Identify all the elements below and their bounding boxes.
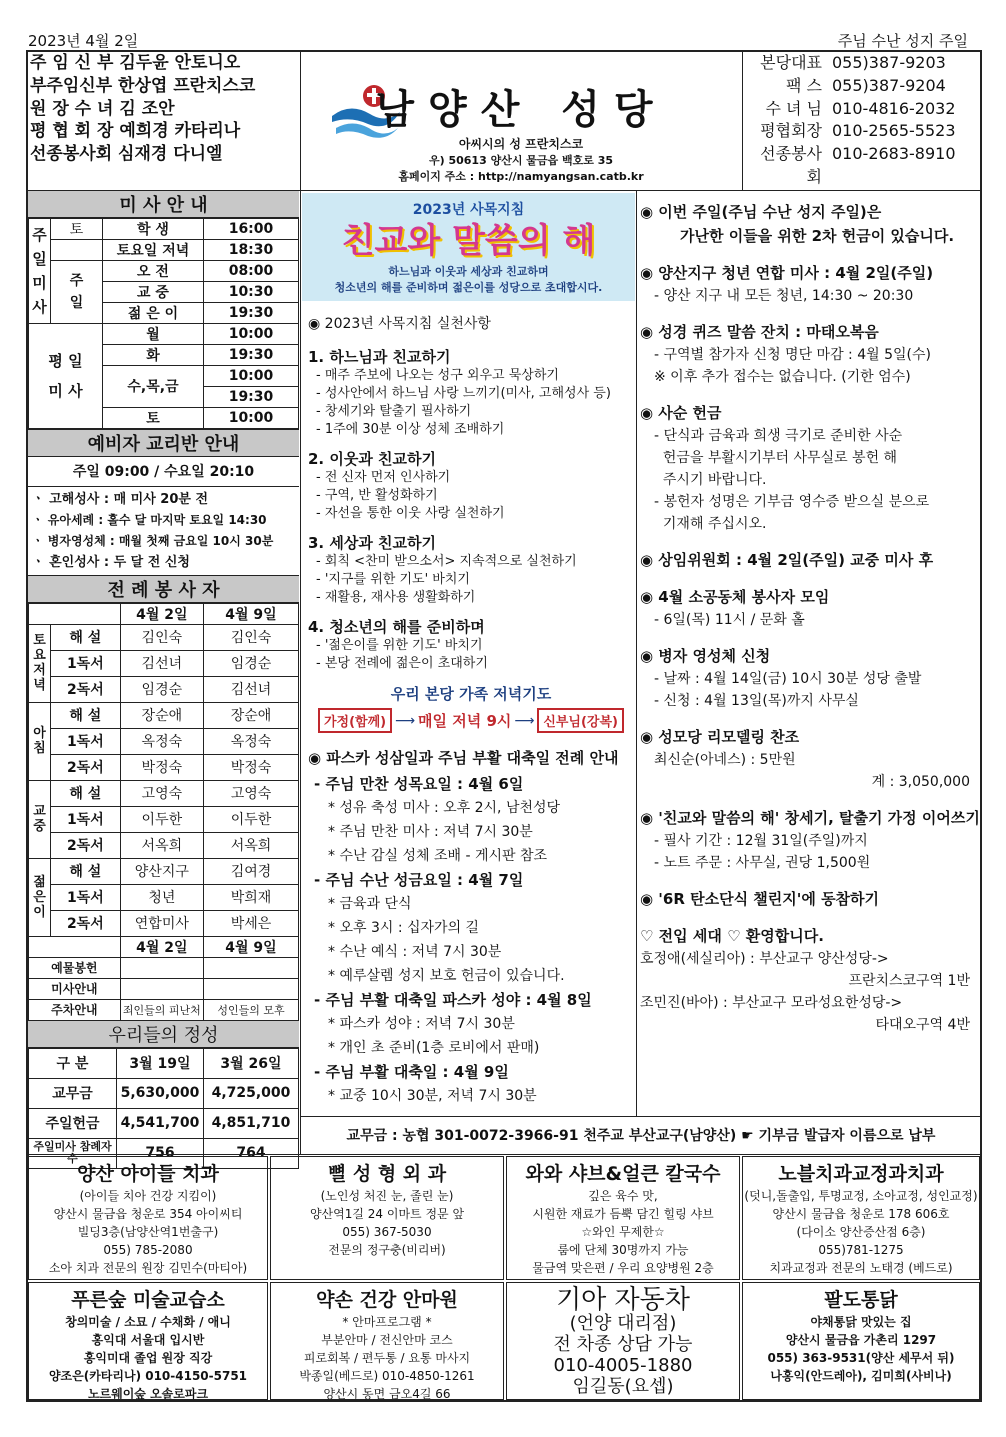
- catechumen-title: 예비자 교리반 안내: [28, 429, 299, 457]
- easter-line: * 성유 축성 미사 : 오후 2시, 남천성당: [328, 800, 561, 816]
- minister-person: [204, 957, 299, 978]
- minister-person: 박희재: [204, 884, 299, 910]
- ad-text: 노블치과교정과치과: [778, 1163, 944, 1185]
- pastoral-line: - 매주 주보에 나오는 성구 외우고 묵상하기: [316, 368, 559, 383]
- minister-extra-role: 미사안내: [29, 978, 121, 999]
- mass-name: 수,목,금: [103, 366, 204, 408]
- liturgical-day: 주님 수난 성지 주일: [837, 32, 968, 50]
- mass-time: 10:00: [204, 407, 299, 428]
- mass-name: 토요일 저녁: [103, 240, 204, 261]
- notice-line: 프란치스코구역 1반: [848, 973, 970, 989]
- mass-table: [28, 218, 299, 429]
- sacrament-item: ㆍ 고해성사 : 매 미사 20분 전: [32, 491, 209, 507]
- minister-role: 해 설: [51, 702, 121, 728]
- notice-line: - 단식과 금육과 희생 극기로 준비한 사순: [654, 428, 903, 444]
- pastoral-section: [302, 301, 635, 673]
- minister-person: 죄인들의 피난처: [120, 999, 203, 1020]
- minister-role: 2독서: [51, 910, 121, 936]
- contact-phone: 010-2683-8910: [832, 144, 956, 164]
- minister-person: 박정숙: [120, 754, 203, 780]
- minister-person: 고영숙: [120, 780, 203, 806]
- prayer-title: 우리 본당 가족 저녁기도: [390, 685, 552, 703]
- banner-line2: 청소년의 해를 준비하며 젊은이를 성당으로 초대합시다.: [334, 281, 603, 294]
- ad-text: 뼐 성 형 외 과: [327, 1163, 447, 1185]
- middle-column: [302, 193, 635, 1108]
- notice-line: 주시기 바랍니다.: [654, 472, 767, 488]
- offering-value: 764: [204, 1138, 299, 1168]
- ad-text: 홍익대 서울대 입시반: [91, 1333, 205, 1347]
- ad-text: 양산시 물금읍 청운로 354 아이씨티: [53, 1207, 243, 1221]
- sacrament-item: ㆍ 유아세례 : 홀수 달 마지막 토요일 14:30: [32, 512, 267, 527]
- easter-line: * 파스카 성야 : 저녁 7시 30분: [328, 1016, 515, 1032]
- notice-line: 조민진(바아) : 부산교구 모라성요한성당->: [640, 995, 903, 1011]
- ad-text: 박종일(베드로) 010-4850-1261: [299, 1369, 475, 1383]
- contact-phone: 055)387-9203: [832, 53, 946, 72]
- minister-role: 2독서: [51, 832, 121, 858]
- notice-line: - 필사 기간 : 12월 31일(주일)까지: [654, 833, 868, 849]
- ad-text: 055) 363-9531(양산 세무서 뒤): [767, 1351, 955, 1365]
- ad-text: 룸에 단체 30명까지 가능: [557, 1243, 689, 1257]
- notice-heading: ◉ 4월 소공동체 봉사자 모임: [640, 588, 830, 606]
- notice-line: 계 : 3,050,000: [871, 774, 970, 790]
- mass-name: 교 중: [103, 282, 204, 303]
- pastoral-heading: 4. 청소년의 해를 준비하며: [308, 618, 485, 636]
- minister-person: 김선녀: [204, 676, 299, 702]
- easter-heading: - 주님 부활 대축일 : 4월 9일: [314, 1063, 509, 1081]
- minister-group: 토요저녁: [29, 624, 51, 702]
- contact-row: [746, 98, 980, 121]
- offering-value: 756: [117, 1138, 204, 1168]
- ad-text: 노르웨이숲 오솔로파크: [87, 1387, 209, 1400]
- minister-role: 2독서: [51, 676, 121, 702]
- pastoral-line: - 1주에 30분 이상 성체 조배하기: [316, 422, 505, 437]
- notice-line: ※ 이후 추가 접수는 없습니다. (기한 엄수): [654, 369, 911, 385]
- notice-heading: ◉ '친교와 말씀의 해' 창세기, 탈출기 가정 이어쓰기: [640, 809, 980, 827]
- church-address: 우) 50613 양산시 물금읍 백호로 35: [428, 154, 613, 167]
- minister-role: 1독서: [51, 728, 121, 754]
- offering-value: 4,541,700: [117, 1108, 204, 1138]
- ad-text: 전 차종 상담 가능: [553, 1334, 693, 1355]
- minister-role: 1독서: [51, 650, 121, 676]
- notice-line: - 노트 주문 : 사무실, 권당 1,500원: [654, 855, 871, 871]
- staff-council: 평 협 회 장 예희경 카타리나: [30, 121, 241, 142]
- ad-text: 양산시 동면 금오4길 66: [323, 1387, 451, 1400]
- staff-pastor: 주 임 신 부 김두윤 안토니오: [30, 53, 241, 73]
- staff-list: [30, 52, 300, 166]
- easter-section: [302, 735, 635, 1108]
- minister-date: 4월 9일: [204, 603, 299, 624]
- minister-person: 고영숙: [204, 780, 299, 806]
- arrow-right-icon: ⟶: [514, 712, 535, 729]
- ad-box: [28, 1282, 268, 1400]
- ad-text: 치과교정과 전문의 노태경 (베드로): [769, 1261, 953, 1275]
- ad-text: 와와 샤브&얼큰 칼국수: [525, 1163, 721, 1185]
- minister-date: 4월 2일: [120, 936, 203, 957]
- contacts: [746, 52, 980, 189]
- notice-line: - 구역별 참가자 신청 명단 마감 : 4월 5일(수): [654, 347, 931, 363]
- ad-text: 양산역1길 24 이마트 정문 앞: [309, 1207, 465, 1221]
- ministers-table: [28, 603, 299, 1021]
- notice-heading: ◉ '6R 탄소단식 챌린지'에 동참하기: [640, 890, 880, 908]
- ad-text: 소아 치과 전문의 원장 김민수(마티아): [48, 1261, 248, 1275]
- prayer-family: 가정(함께): [318, 708, 392, 733]
- minister-date: 4월 2일: [120, 603, 203, 624]
- easter-line: * 금육과 단식: [328, 896, 412, 912]
- ad-box: [742, 1282, 980, 1400]
- minister-person: 양산지구: [120, 858, 203, 884]
- notice-line: 헌금을 부활시기부터 사무실로 봉헌 해: [654, 450, 898, 466]
- ad-text: (덧니,돌출입, 투명교정, 소아교정, 성인교정): [744, 1189, 978, 1203]
- mass-time: 19:30: [204, 345, 299, 366]
- ad-text: (언양 대리점): [569, 1313, 677, 1334]
- ad-text: 나홍익(안드레아), 김미희(사비나): [770, 1369, 952, 1383]
- minister-person: 이두한: [204, 806, 299, 832]
- minister-person: 임경순: [204, 650, 299, 676]
- notice-heading: ◉ 병자 영성체 신청: [640, 647, 771, 665]
- minister-person: 박정숙: [204, 754, 299, 780]
- pastoral-heading: 1. 하느님과 친교하기: [308, 348, 451, 366]
- minister-role: 1독서: [51, 884, 121, 910]
- minister-person: 임경순: [120, 676, 203, 702]
- dues-account: 교무금 : 농협 301-0072-3966-91 천주교 부산교구(남양산) ☛ 기부금 발급자 이름으로 납부: [346, 1128, 936, 1144]
- right-column: [640, 200, 980, 1049]
- ad-text: 깊은 육수 맛,: [588, 1189, 658, 1203]
- minister-group: 아침: [29, 702, 51, 780]
- ad-text: [507, 1277, 739, 1280]
- evening-prayer-box: [318, 683, 624, 735]
- mass-name: 토: [103, 407, 204, 428]
- contact-phone: 010-2565-5523: [832, 121, 956, 141]
- minister-date: 4월 9일: [204, 936, 299, 957]
- prayer-time: 매일 저녁 9시: [418, 712, 512, 730]
- easter-heading: - 주님 수난 성금요일 : 4월 7일: [314, 871, 524, 889]
- offering-head: 3월 19일: [117, 1048, 204, 1078]
- minister-role: 2독서: [51, 754, 121, 780]
- staff-sister: 원 장 수 녀 김 조안: [30, 98, 175, 119]
- minister-role: 해 설: [51, 624, 121, 650]
- banner-line1: 하느님과 이웃과 세상과 친교하며: [388, 265, 549, 278]
- church-homepage[interactable]: 홈페이지 주소 : http://namyangsan.catb.kr: [398, 170, 644, 183]
- minister-person: [120, 957, 203, 978]
- ad-text: 피로회복 / 편두통 / 요통 마사지: [303, 1351, 471, 1365]
- contact-row: [746, 52, 980, 75]
- minister-person: 김인숙: [120, 624, 203, 650]
- ad-text: 055) 785-2080: [103, 1243, 193, 1257]
- sacrament-item: ㆍ 혼인성사 : 두 달 전 신청: [32, 554, 190, 570]
- pastoral-title: ◉ 2023년 사목지침 실천사항: [308, 316, 491, 332]
- minister-role: 해 설: [51, 858, 121, 884]
- pastoral-line: - 회칙 <찬미 받으소서> 지속적으로 실천하기: [316, 554, 577, 569]
- ad-box: [28, 1156, 268, 1280]
- ad-text: 팔도통닭: [824, 1289, 898, 1311]
- notice-line: - 날짜 : 4월 14일(금) 10시 30분 성당 출발: [654, 671, 922, 687]
- ad-text: 양산시 물금읍 청운로 178 606호: [772, 1207, 950, 1221]
- ad-text: * 안마프로그램 *: [342, 1315, 432, 1329]
- minister-person: [120, 978, 203, 999]
- ad-text: 055) 367-5030: [342, 1225, 432, 1239]
- ad-text: 창의미술 / 소묘 / 수채화 / 애니: [65, 1315, 231, 1329]
- easter-heading: - 주님 부활 대축일 파스카 성야 : 4월 8일: [314, 991, 592, 1009]
- ad-box: [270, 1156, 504, 1280]
- contact-phone: 055)387-9204: [832, 75, 946, 95]
- offering-label: 교무금: [29, 1078, 117, 1108]
- notice-heading: ◉ 성모당 리모델링 찬조: [640, 728, 800, 746]
- offering-table: [28, 1048, 299, 1169]
- minister-person: 성인들의 모후: [204, 999, 299, 1020]
- ad-text: 전문의 정구충(비리버): [328, 1243, 446, 1257]
- church-patron: 아씨시의 성 프란치스코: [458, 137, 584, 151]
- notice-line: 최신순(아네스) : 5만원: [654, 752, 796, 768]
- mass-name: 오 전: [103, 261, 204, 282]
- mass-time: 10:30: [204, 282, 299, 303]
- church-title-box: [302, 52, 740, 190]
- minister-person: 장순애: [120, 702, 203, 728]
- mass-time: 19:30: [204, 386, 299, 407]
- staff-assistant: 부주임신부 한상엽 프란치스코: [30, 75, 256, 96]
- ad-text: 055)781-1275: [818, 1243, 904, 1257]
- notice-line: - 신청 : 4월 13일(목)까지 사무실: [654, 693, 859, 709]
- minister-person: 장순애: [204, 702, 299, 728]
- church-name: 남양산 성당: [375, 87, 667, 133]
- minister-role: 1독서: [51, 806, 121, 832]
- minister-group: 젊은이: [29, 858, 51, 936]
- notice-line: - 양산 지구 내 모든 청년, 14:30 ~ 20:30: [654, 288, 914, 304]
- contact-label: 팩 스: [786, 75, 822, 95]
- pastoral-heading: 2. 이웃과 친교하기: [308, 450, 437, 468]
- pastoral-line: - 창세기와 탈출기 필사하기: [316, 404, 472, 419]
- notice-line: 타대오구역 4반: [875, 1017, 970, 1033]
- contact-label: 본당대표: [760, 53, 822, 72]
- easter-line: * 수난 예식 : 저녁 7시 30분: [328, 944, 502, 960]
- mass-weekday-label: 평 일 미 사: [29, 324, 103, 429]
- contact-row: [746, 75, 980, 98]
- notice-heading: ◉ 양산지구 청년 연합 미사 : 4월 2일(주일): [640, 264, 934, 282]
- notice-heading: ◉ 성경 퀴즈 말씀 잔치 : 마태오복음: [640, 323, 879, 341]
- banner-year: 2023년 사목지침: [412, 202, 525, 218]
- easter-title: ◉ 파스카 성삼일과 주님 부활 대축일 전례 안내: [308, 749, 619, 767]
- minister-person: 김인숙: [204, 624, 299, 650]
- pastoral-line: - 재활용, 재사용 생활화하기: [316, 590, 476, 605]
- ad-text: 물금역 맞은편 / 우리 요양병원 2층: [532, 1261, 714, 1275]
- easter-line: * 수난 감실 성체 조배 - 게시판 참조: [328, 848, 548, 864]
- pastoral-line: - 성사안에서 하느님 사랑 느끼기(미사, 고해성사 등): [316, 386, 611, 401]
- minister-person: 김여경: [204, 858, 299, 884]
- ad-text: (노인성 처진 눈, 졸린 눈): [320, 1189, 454, 1203]
- notice-line: 호정애(세실리아) : 부산교구 양산성당->: [640, 951, 889, 967]
- mass-name: 젊 은 이: [103, 303, 204, 324]
- prayer-priest: 신부님(강복): [537, 708, 624, 733]
- banner-slogan: 친교와 말씀의 해: [341, 221, 596, 261]
- easter-line: * 교중 10시 30분, 저녁 7시 30분: [328, 1088, 537, 1104]
- minister-person: 옥정숙: [204, 728, 299, 754]
- ad-text: 시원한 재료가 듬뿍 담긴 힐링 샤브: [532, 1207, 714, 1221]
- contact-label: 평협회장: [760, 121, 822, 141]
- minister-person: 연합미사: [120, 910, 203, 936]
- mass-sunday-label: 주 일 미 사: [29, 219, 51, 324]
- minister-extra-role: 주차안내: [29, 999, 121, 1020]
- offering-value: 5,630,000: [117, 1078, 204, 1108]
- contact-row: [746, 120, 980, 143]
- notice-heading: ◉ 상임위원회 : 4월 2일(주일) 교중 미사 후: [640, 551, 934, 569]
- ad-text: (아이들 치아 건강 지킴이): [79, 1189, 217, 1203]
- easter-line: * 예루살렘 성지 보호 헌금이 있습니다.: [328, 968, 565, 984]
- minister-person: 옥정숙: [120, 728, 203, 754]
- ad-text: 부분안마 / 전신안마 코스: [321, 1333, 453, 1347]
- offering-title: 우리들의 정성: [28, 1021, 299, 1048]
- ad-box: [270, 1282, 504, 1400]
- ad-text: 푸른숲 미술교습소: [71, 1289, 225, 1311]
- minister-person: 박세은: [204, 910, 299, 936]
- contact-phone: 010-4816-2032: [832, 98, 956, 118]
- ad-text: (다이소 양산증산점 6층): [796, 1225, 926, 1239]
- ad-text: 홍익미대 졸업 원장 직강: [83, 1351, 213, 1365]
- notice-heading: ◉ 이번 주일(주님 수난 성지 주일)은: [640, 203, 882, 221]
- minister-person: 이두한: [120, 806, 203, 832]
- arrow-right-icon: ⟶: [395, 712, 416, 729]
- offering-label: 주일미사 참례자수: [29, 1138, 117, 1168]
- ad-box: [506, 1282, 740, 1400]
- staff-funeral: 선종봉사회 심재경 다니엘: [30, 144, 223, 165]
- mass-sunday-day: 주 일: [51, 261, 103, 324]
- mass-name: 화: [103, 345, 204, 366]
- offering-value: 4,851,710: [204, 1108, 299, 1138]
- notice-line: - 봉헌자 성명은 기부금 영수증 받으실 분으로: [654, 494, 930, 510]
- minister-person: 청년: [120, 884, 203, 910]
- easter-line: * 개인 초 준비(1층 로비에서 판매): [328, 1040, 540, 1056]
- notice-heading: ◉ 사순 헌금: [640, 404, 722, 422]
- sacrament-list: [28, 487, 299, 576]
- ad-text: ☆와인 무제한☆: [581, 1225, 665, 1239]
- pastoral-line: - '지구를 위한 기도' 바치기: [316, 572, 470, 587]
- pastoral-line: - '젊은이를 위한 기도' 바치기: [316, 638, 483, 653]
- easter-line: * 오후 3시 : 십자가의 길: [328, 920, 480, 936]
- mass-name: 월: [103, 324, 204, 345]
- minister-extra-role: 예물봉헌: [29, 957, 121, 978]
- minister-group: 교중: [29, 780, 51, 858]
- minister-person: 김선녀: [120, 650, 203, 676]
- mass-day: 토: [51, 219, 103, 240]
- mass-name: 학 생: [103, 219, 204, 240]
- ad-text: 기아 자동차: [556, 1285, 690, 1315]
- ad-text: 010-4005-1880: [553, 1355, 693, 1376]
- ad-text: 빌딩3층(남양산역1번출구): [77, 1225, 219, 1239]
- minister-role: 해 설: [51, 780, 121, 806]
- easter-heading: - 주님 만찬 성목요일 : 4월 6일: [314, 775, 524, 793]
- offering-label: 주일헌금: [29, 1108, 117, 1138]
- mass-time: 10:00: [204, 324, 299, 345]
- ministers-title: 전 례 봉 사 자: [28, 576, 299, 603]
- offering-value: 4,725,000: [204, 1078, 299, 1108]
- notice-line: 기재해 주십시오.: [654, 516, 767, 532]
- ad-text: 양산 아이들 치과: [77, 1163, 219, 1185]
- left-column: [28, 191, 299, 1169]
- offering-head: 구 분: [29, 1048, 117, 1078]
- ad-box: [742, 1156, 980, 1280]
- contact-label: 수 녀 님: [765, 98, 822, 118]
- pastoral-banner: [302, 193, 635, 301]
- minister-person: [204, 978, 299, 999]
- bulletin-date: 2023년 4월 2일: [28, 32, 139, 50]
- pastoral-line: - 구역, 반 활성화하기: [316, 488, 438, 503]
- sacrament-item: ㆍ 병자영성체 : 매월 첫째 금요일 10시 30분: [32, 533, 274, 548]
- minister-person: 서옥희: [120, 832, 203, 858]
- mass-time: 16:00: [204, 219, 299, 240]
- notice-line: 가난한 이들을 위한 2차 헌금이 있습니다.: [680, 227, 955, 245]
- notice-line: - 6일(목) 11시 / 문화 홀: [654, 612, 805, 628]
- contact-row: [746, 143, 980, 189]
- ad-text: 양조은(카타리나) 010-4150-5751: [48, 1369, 248, 1383]
- mass-time: 18:30: [204, 240, 299, 261]
- pastoral-line: - 자선을 통한 이웃 사랑 실천하기: [316, 506, 505, 521]
- pastoral-line: - 본당 전례에 젊은이 초대하기: [316, 656, 488, 671]
- offering-head: 3월 26일: [204, 1048, 299, 1078]
- notice-heading: ♡ 전입 세대 ♡ 환영합니다.: [640, 927, 824, 945]
- pastoral-heading: 3. 세상과 친교하기: [308, 534, 437, 552]
- ad-box: [506, 1156, 740, 1280]
- minister-person: 서옥희: [204, 832, 299, 858]
- contact-label: 선종봉사회: [760, 144, 822, 186]
- easter-line: * 주님 만찬 미사 : 저녁 7시 30분: [328, 824, 533, 840]
- ad-text: 야채통닭 맛있는 집: [810, 1315, 912, 1329]
- mass-time: 08:00: [204, 261, 299, 282]
- mass-time: 10:00: [204, 366, 299, 387]
- mass-title: 미 사 안 내: [28, 191, 299, 218]
- catechumen-time: 주일 09:00 / 수요일 20:10: [28, 457, 299, 487]
- mass-time: 19:30: [204, 303, 299, 324]
- ad-text: 양산시 물금읍 가촌리 1297: [785, 1333, 937, 1347]
- pastoral-line: - 전 신자 먼저 인사하기: [316, 470, 451, 485]
- ad-text: 임길동(요셉): [572, 1376, 674, 1397]
- ad-text: 약손 건강 안마원: [316, 1289, 458, 1311]
